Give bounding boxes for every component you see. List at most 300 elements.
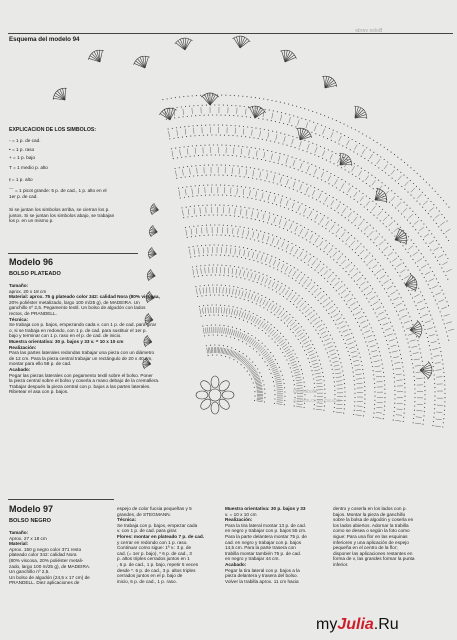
stitch-dot xyxy=(351,277,352,278)
stitch-dot xyxy=(273,267,274,268)
stitch-mark xyxy=(258,320,261,325)
stitch-mark xyxy=(194,208,195,214)
stitch-mark xyxy=(336,377,342,378)
stitch-dot xyxy=(387,344,388,345)
stitch-dot xyxy=(422,295,423,296)
stitch-mark xyxy=(307,166,309,172)
stitch-dot xyxy=(373,413,374,414)
stitch-dot xyxy=(206,275,207,276)
stitch-dot xyxy=(278,163,279,164)
stitch-dot xyxy=(353,211,354,212)
stitch-mark xyxy=(432,348,438,349)
stitch-dot xyxy=(177,107,178,108)
stitch-dot xyxy=(355,176,356,177)
stitch-dot xyxy=(362,291,363,292)
stitch-dot xyxy=(269,161,270,162)
stitch-dot xyxy=(421,253,422,254)
stitch-dot xyxy=(221,145,222,146)
stitch-dot xyxy=(318,333,319,334)
stitch-dot xyxy=(426,227,427,228)
stitch-dot xyxy=(344,284,345,285)
stitch-dot xyxy=(364,294,365,295)
stitch-dot xyxy=(417,309,418,310)
stitch-dot xyxy=(260,231,261,232)
stitch-dot xyxy=(316,313,317,314)
stitch-mark xyxy=(364,287,369,291)
stitch-dot xyxy=(293,332,294,333)
stitch-mark xyxy=(348,342,354,344)
stitch-mark xyxy=(329,350,335,352)
stitch-dot xyxy=(260,317,261,318)
stitch-dot xyxy=(265,211,266,212)
stitch-dot xyxy=(197,296,198,297)
stitch-dot xyxy=(380,220,381,221)
stitch-dot xyxy=(370,225,371,226)
stitch-dot xyxy=(280,238,281,239)
stitch-dot xyxy=(320,213,321,214)
stitch-dot xyxy=(372,331,373,332)
stitch-dot xyxy=(430,315,431,316)
stitch-dot xyxy=(231,175,232,176)
stitch-dot xyxy=(322,191,323,192)
stitch-dot xyxy=(383,376,384,377)
stitch-dot xyxy=(247,197,248,198)
stitch-dot xyxy=(351,235,352,236)
stitch-dot xyxy=(329,297,330,298)
stitch-dot xyxy=(210,174,211,175)
stitch-dot xyxy=(246,268,247,269)
stitch-mark xyxy=(260,172,261,178)
stitch-dot xyxy=(259,354,260,355)
stitch-mark xyxy=(253,232,254,238)
stitch-mark xyxy=(241,312,243,318)
stitch-dot xyxy=(243,126,244,127)
stitch-dot xyxy=(429,185,430,186)
stitch-mark xyxy=(223,348,224,354)
stitch-dot xyxy=(420,317,421,318)
stitch-dot xyxy=(342,145,343,146)
text-line: Aprox. 27 x 18 cm xyxy=(9,535,47,541)
stitch-dot xyxy=(313,256,314,257)
stitch-dot xyxy=(272,131,273,132)
stitch-dot xyxy=(325,228,326,229)
stitch-dot xyxy=(381,359,382,360)
stitch-dot xyxy=(378,180,379,181)
stitch-dot xyxy=(263,307,264,308)
stitch-mark xyxy=(321,172,324,177)
stitch-dot xyxy=(171,148,172,149)
stitch-dot xyxy=(273,381,274,382)
stitch-mark xyxy=(322,151,325,156)
stitch-mark xyxy=(268,303,271,308)
stitch-dot xyxy=(289,114,290,115)
stitch-dot xyxy=(367,236,368,237)
stitch-dot xyxy=(309,120,310,121)
stitch-dot xyxy=(431,358,432,359)
stitch-mark xyxy=(313,366,319,368)
stitch-dot xyxy=(446,220,447,221)
stitch-mark xyxy=(243,359,247,364)
stitch-dot xyxy=(415,305,416,306)
stitch-dot xyxy=(373,228,374,229)
stitch-dot xyxy=(232,155,233,156)
stitch-dot xyxy=(264,389,265,390)
stitch-mark xyxy=(270,363,275,366)
stitch-mark xyxy=(425,321,431,323)
stitch-mark xyxy=(245,292,247,298)
stitch-dot xyxy=(403,263,404,264)
stitch-dot xyxy=(405,266,406,267)
stitch-dot xyxy=(356,284,357,285)
stitch-dot xyxy=(181,106,182,107)
stitch-mark xyxy=(307,347,312,350)
stitch-mark xyxy=(356,410,362,411)
stitch-mark xyxy=(397,202,401,206)
stitch-dot xyxy=(331,301,332,302)
stitch-dot xyxy=(444,406,445,407)
stitch-mark xyxy=(350,303,355,306)
stitch-dot xyxy=(382,285,383,286)
stitch-mark xyxy=(273,371,279,373)
stitch-dot xyxy=(434,237,435,238)
stitch-mark xyxy=(334,314,339,317)
stitch-dot xyxy=(410,294,411,295)
stitch-mark xyxy=(276,336,280,340)
stitch-dot xyxy=(394,286,395,287)
stitch-dot xyxy=(339,331,340,332)
stitch-dot xyxy=(374,292,375,293)
stitch-dot xyxy=(245,258,246,259)
stitch-dot xyxy=(292,317,293,318)
stitch-dot xyxy=(286,251,287,252)
stitch-dot xyxy=(190,186,191,187)
stitch-mark xyxy=(290,359,295,362)
stitch-dot xyxy=(412,211,413,212)
stitch-dot xyxy=(343,124,344,125)
stitch-dot xyxy=(339,293,340,294)
text-line: Ribetear el asa con p. bajos. xyxy=(9,389,69,395)
stitch-dot xyxy=(253,348,254,349)
stitch-dot xyxy=(257,282,258,283)
stitch-mark xyxy=(312,363,318,365)
stitch-dot xyxy=(204,165,205,166)
stitch-dot xyxy=(312,344,313,345)
stitch-mark xyxy=(231,329,233,335)
stitch-dot xyxy=(380,156,381,157)
stitch-dot xyxy=(252,302,253,303)
stitch-mark xyxy=(393,297,398,300)
stitch-dot xyxy=(183,96,184,97)
stitch-mark xyxy=(252,211,253,217)
stitch-dot xyxy=(433,220,434,221)
stitch-dot xyxy=(393,373,394,374)
stitch-dot xyxy=(434,383,435,384)
stitch-mark xyxy=(284,221,286,227)
stitch-dot xyxy=(400,227,401,228)
stitch-dot xyxy=(339,155,340,156)
stitch-dot xyxy=(364,206,365,207)
stitch-dot xyxy=(446,203,447,204)
stitch-dot xyxy=(423,257,424,258)
stitch-dot xyxy=(406,286,407,287)
stitch-mark xyxy=(237,188,238,194)
stitch-dot xyxy=(330,161,331,162)
stitch-dot xyxy=(335,248,336,249)
stitch-dot xyxy=(319,317,320,318)
stitch-dot xyxy=(222,125,223,126)
stitch-dot xyxy=(249,374,250,375)
stitch-dot xyxy=(295,335,296,336)
stitch-dot xyxy=(285,113,286,114)
stitch-dot xyxy=(375,177,376,178)
stitch-dot xyxy=(201,175,202,176)
stitch-dot xyxy=(335,153,336,154)
stitch-dot xyxy=(322,372,323,373)
stitch-dot xyxy=(314,270,315,271)
stitch-dot xyxy=(194,256,195,257)
stitch-mark xyxy=(300,184,302,190)
stitch-dot xyxy=(400,242,401,243)
stitch-mark xyxy=(228,328,229,334)
stitch-dot xyxy=(404,404,405,405)
stitch-dot xyxy=(258,328,259,329)
stitch-mark xyxy=(325,339,330,342)
stitch-mark xyxy=(438,255,443,258)
stitch-dot xyxy=(339,190,340,191)
text-line: montar para ello 58 p. de cad. xyxy=(9,361,72,367)
stitch-dot xyxy=(261,210,262,211)
stitch-dot xyxy=(187,237,188,238)
stitch-dot xyxy=(283,261,284,262)
stitch-dot xyxy=(295,126,296,127)
stitch-dot xyxy=(219,224,220,225)
stitch-dot xyxy=(423,223,424,224)
stitch-dot xyxy=(408,270,409,271)
stitch-dot xyxy=(380,324,381,325)
stitch-mark xyxy=(414,359,420,360)
stitch-mark xyxy=(309,211,312,216)
stitch-dot xyxy=(326,294,327,295)
stitch-dot xyxy=(313,408,314,409)
stitch-mark xyxy=(427,328,433,330)
stitch-dot xyxy=(229,165,230,166)
stitch-dot xyxy=(248,300,249,301)
stitch-dot xyxy=(242,237,243,238)
stitch-mark xyxy=(435,363,441,364)
stitch-dot xyxy=(415,229,416,230)
stitch-dot xyxy=(433,366,434,367)
stitch-dot xyxy=(444,376,445,377)
stitch-dot xyxy=(260,179,261,180)
stitch-mark xyxy=(337,385,343,386)
stitch-dot xyxy=(291,243,292,244)
fan-motif xyxy=(150,203,160,216)
stitch-mark xyxy=(411,346,417,347)
stitch-dot xyxy=(216,304,217,305)
stitch-dot xyxy=(361,168,362,169)
stitch-dot xyxy=(418,250,419,251)
stitch-dot xyxy=(255,97,256,98)
text-line: v. = 10 x 10 cm xyxy=(225,511,257,517)
stitch-dot xyxy=(245,310,246,311)
stitch-dot xyxy=(263,98,264,99)
stitch-dot xyxy=(264,361,265,362)
stitch-dot xyxy=(320,364,321,365)
legend-item: = 1 p. de cad. xyxy=(11,138,41,143)
stitch-dot xyxy=(420,352,421,353)
stitch-dot xyxy=(277,183,278,184)
text-line: como se desea o según la foto como xyxy=(333,528,410,534)
stitch-mark xyxy=(226,288,227,294)
stitch-dot xyxy=(339,251,340,252)
stitch-dot xyxy=(448,305,449,306)
stitch-mark xyxy=(186,230,187,236)
stitch-dot xyxy=(379,206,380,207)
stitch-mark xyxy=(309,354,315,356)
stitch-dot xyxy=(277,363,278,364)
stitch-dot xyxy=(348,232,349,233)
stitch-dot xyxy=(353,151,354,152)
stitch-dot xyxy=(282,143,283,144)
stitch-dot xyxy=(288,363,289,364)
stitch-dot xyxy=(430,288,431,289)
stitch-dot xyxy=(193,226,194,227)
stitch-dot xyxy=(211,325,212,326)
stitch-dot xyxy=(347,125,348,126)
stitch-dot xyxy=(240,206,241,207)
stitch-dot xyxy=(316,144,317,145)
stitch-dot xyxy=(196,145,197,146)
text-line: 14,5 cm. Para la parte trasera con xyxy=(225,545,296,551)
stitch-dot xyxy=(202,225,203,226)
stitch-dot xyxy=(166,119,167,120)
stitch-dot xyxy=(284,387,285,388)
stitch-mark xyxy=(357,383,363,384)
stitch-dot xyxy=(378,320,379,321)
stitch-dot xyxy=(220,305,221,306)
stitch-dot xyxy=(164,109,165,110)
stitch-dot xyxy=(279,226,280,227)
stitch-dot xyxy=(306,184,307,185)
stitch-dot xyxy=(343,318,344,319)
stitch-mark xyxy=(244,335,247,340)
stitch-dot xyxy=(422,424,423,425)
stitch-dot xyxy=(333,411,334,412)
stitch-mark xyxy=(368,340,374,342)
stitch-dot xyxy=(293,304,294,305)
stitch-dot xyxy=(434,396,435,397)
stitch-dot xyxy=(216,254,217,255)
stitch-dot xyxy=(328,313,329,314)
stitch-dot xyxy=(180,197,181,198)
stitch-dot xyxy=(303,249,304,250)
stitch-mark xyxy=(341,290,346,294)
stitch-dot xyxy=(344,400,345,401)
stitch-dot xyxy=(315,330,316,331)
stitch-dot xyxy=(419,348,420,349)
stitch-dot xyxy=(246,167,247,168)
stitch-mark xyxy=(257,390,263,391)
stitch-dot xyxy=(209,265,210,266)
stitch-dot xyxy=(353,376,354,377)
stitch-mark xyxy=(414,221,419,225)
stitch-dot xyxy=(276,236,277,237)
stitch-dot xyxy=(395,207,396,208)
stitch-mark xyxy=(256,191,257,197)
stitch-mark xyxy=(384,281,389,284)
stitch-dot xyxy=(431,353,432,354)
text-line: Tamaño: xyxy=(9,530,29,535)
stitch-dot xyxy=(333,197,334,198)
stitch-dot xyxy=(232,327,233,328)
stitch-mark xyxy=(445,229,450,232)
stitch-mark xyxy=(330,353,336,355)
stitch-mark xyxy=(237,310,239,316)
stitch-dot xyxy=(388,188,389,189)
stitch-dot xyxy=(402,301,403,302)
stitch-dot xyxy=(339,358,340,359)
stitch-dot xyxy=(432,271,433,272)
stitch-mark xyxy=(169,131,170,137)
text-line: espejo de color fucsia pequeñas y 5 xyxy=(117,506,192,511)
stitch-dot xyxy=(445,327,446,328)
text-line: y cerrar en redondo con 1 p. raso. xyxy=(117,539,188,545)
stitch-dot xyxy=(438,339,439,340)
stitch-mark xyxy=(328,306,333,310)
text-line: inicio, 6 p. de cad., 1 p. raso. xyxy=(117,578,177,584)
stitch-dot xyxy=(284,356,285,357)
stitch-dot xyxy=(428,284,429,285)
fan-motif xyxy=(132,53,153,71)
stitch-dot xyxy=(441,355,442,356)
stitch-dot xyxy=(397,272,398,273)
stitch-dot xyxy=(327,171,328,172)
text-line: Muestra orientativa: 30 p. bajos y 33 v. = 10 x 10 cm xyxy=(9,339,124,344)
stitch-dot xyxy=(237,135,238,136)
stitch-mark xyxy=(257,400,263,401)
stitch-mark xyxy=(203,288,204,294)
stitch-dot xyxy=(412,226,413,227)
stitch-dot xyxy=(403,421,404,422)
stitch-dot xyxy=(358,131,359,132)
stitch-dot xyxy=(244,176,245,177)
stitch-dot xyxy=(248,106,249,107)
stitch-dot xyxy=(301,326,302,327)
stitch-dot xyxy=(355,318,356,319)
stitch-mark xyxy=(360,282,365,286)
stitch-dot xyxy=(281,216,282,217)
flower-petal xyxy=(196,391,208,399)
stitch-dot xyxy=(413,197,414,198)
stitch-dot xyxy=(214,224,215,225)
stitch-mark xyxy=(285,266,288,271)
stitch-mark xyxy=(198,188,199,194)
stitch-mark xyxy=(339,136,342,141)
stitch-dot xyxy=(176,178,177,179)
stitch-dot xyxy=(240,298,241,299)
stitch-mark xyxy=(316,380,322,381)
stitch-dot xyxy=(213,214,214,215)
stitch-dot xyxy=(443,200,444,201)
stitch-dot xyxy=(425,260,426,261)
stitch-dot xyxy=(240,329,241,330)
stitch-dot xyxy=(334,381,335,382)
stitch-dot xyxy=(192,266,193,267)
stitch-mark xyxy=(245,362,249,366)
stitch-dot xyxy=(278,317,279,318)
stitch-dot xyxy=(246,116,247,117)
stitch-dot xyxy=(211,154,212,155)
